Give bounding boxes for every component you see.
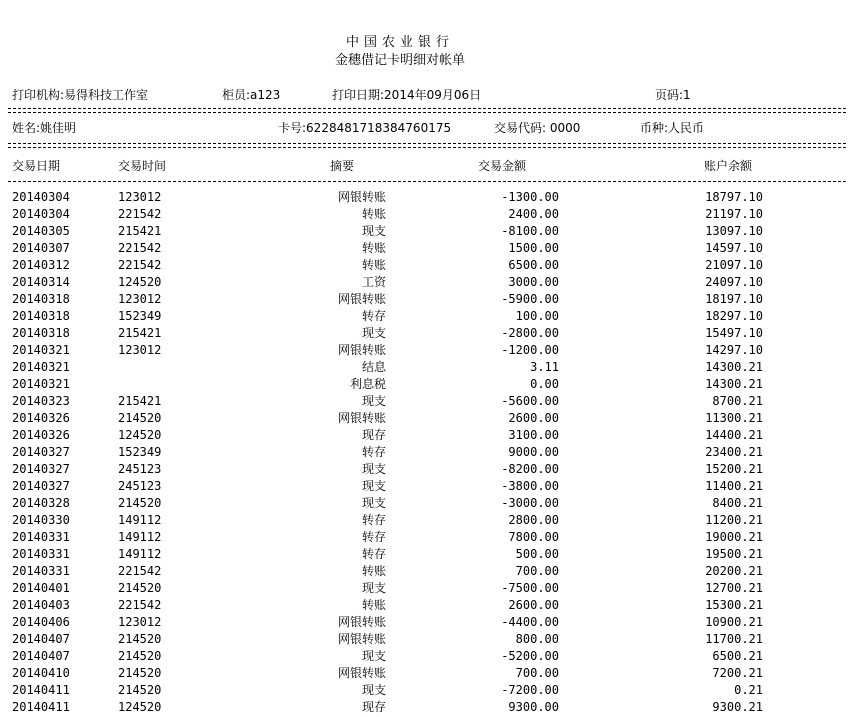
- cell-time: 124520: [118, 428, 162, 442]
- cell-date: 20140407: [12, 632, 70, 646]
- table-row: [0, 411, 860, 428]
- cell-date: 20140314: [12, 275, 70, 289]
- cell-date: 20140328: [12, 496, 70, 510]
- cell-memo: 转存: [361, 547, 386, 561]
- cell-amount: -2800.00: [501, 326, 559, 340]
- teller: [222, 88, 280, 102]
- bank-name: 中国农业银行: [345, 35, 454, 50]
- teller-value: a123: [250, 88, 281, 102]
- table-row: [0, 547, 860, 564]
- cell-amount: -5200.00: [501, 649, 559, 663]
- cell-memo: 网银转账: [337, 666, 386, 680]
- cell-balance: 19500.21: [705, 547, 763, 561]
- cell-date: 20140304: [12, 190, 70, 204]
- cell-amount: -5900.00: [501, 292, 559, 306]
- cell-time: 214520: [118, 649, 162, 663]
- cell-time: 214520: [118, 666, 162, 680]
- name-value: 姚佳明: [40, 121, 77, 135]
- table-row: [0, 190, 860, 207]
- cell-amount: 2600.00: [508, 598, 559, 612]
- cell-memo: 现支: [361, 462, 386, 476]
- cell-time: 215421: [118, 224, 162, 238]
- cell-time: 124520: [118, 275, 162, 289]
- cell-memo: 网银转账: [337, 632, 386, 646]
- cell-memo: 现存: [361, 428, 386, 442]
- cell-time: 214520: [118, 496, 162, 510]
- table-row: [0, 683, 860, 700]
- cell-amount: 2400.00: [508, 207, 559, 221]
- cell-memo: 结息: [361, 360, 386, 374]
- cell-memo: 现支: [361, 581, 386, 595]
- cell-balance: 14400.21: [705, 428, 763, 442]
- cell-time: 215421: [118, 326, 162, 340]
- card-number: [278, 121, 451, 135]
- table-row: [0, 326, 860, 343]
- cell-date: 20140330: [12, 513, 70, 527]
- cell-date: 20140323: [12, 394, 70, 408]
- cell-date: 20140331: [12, 530, 70, 544]
- cell-balance: 20200.21: [705, 564, 763, 578]
- cell-date: 20140407: [12, 649, 70, 663]
- cell-time: 124520: [118, 700, 162, 714]
- cell-date: 20140326: [12, 428, 70, 442]
- cell-time: 149112: [118, 530, 162, 544]
- table-row: [0, 462, 860, 479]
- table-row: [0, 479, 860, 496]
- table-row: [0, 598, 860, 615]
- cell-amount: 3.11: [530, 360, 559, 374]
- cell-balance: 7200.21: [712, 666, 763, 680]
- cell-amount: 3000.00: [508, 275, 559, 289]
- table-row: [0, 632, 860, 649]
- cell-amount: 500.00: [515, 547, 559, 561]
- cell-amount: 7800.00: [508, 530, 559, 544]
- cell-memo: 转存: [361, 445, 386, 459]
- cell-memo: 转账: [361, 598, 386, 612]
- cell-date: 20140318: [12, 326, 70, 340]
- table-row: [0, 207, 860, 224]
- cell-memo: 网银转账: [337, 190, 386, 204]
- cell-amount: 800.00: [515, 632, 559, 646]
- card-label: 卡号:: [278, 121, 307, 135]
- cell-amount: 0.00: [530, 377, 559, 391]
- cell-time: 214520: [118, 411, 162, 425]
- cell-date: 20140331: [12, 564, 70, 578]
- cell-time: 221542: [118, 564, 162, 578]
- print-date-value: 2014年09月06日: [384, 88, 482, 102]
- cell-balance: 15497.10: [705, 326, 763, 340]
- cell-memo: 转存: [361, 309, 386, 323]
- cell-date: 20140305: [12, 224, 70, 238]
- cell-date: 20140307: [12, 241, 70, 255]
- table-row: [0, 377, 860, 394]
- cell-amount: -7200.00: [501, 683, 559, 697]
- cell-date: 20140326: [12, 411, 70, 425]
- cell-amount: -4400.00: [501, 615, 559, 629]
- cell-time: 221542: [118, 598, 162, 612]
- cell-time: 149112: [118, 547, 162, 561]
- statement-title: 金穗借记卡明细对帐单: [334, 53, 465, 68]
- cell-date: 20140410: [12, 666, 70, 680]
- cell-amount: -3800.00: [501, 479, 559, 493]
- currency: [640, 121, 704, 135]
- cell-balance: 21097.10: [705, 258, 763, 272]
- cell-amount: -1300.00: [501, 190, 559, 204]
- cell-amount: 3100.00: [508, 428, 559, 442]
- cell-amount: -3000.00: [501, 496, 559, 510]
- cell-time: 214520: [118, 683, 162, 697]
- cell-amount: 2600.00: [508, 411, 559, 425]
- cell-balance: 0.21: [734, 683, 763, 697]
- cell-time: 123012: [118, 615, 162, 629]
- column-header-time: 交易时间: [118, 159, 167, 173]
- cell-memo: 转账: [361, 258, 386, 272]
- cell-balance: 14300.21: [705, 360, 763, 374]
- cell-time: 123012: [118, 292, 162, 306]
- table-row: [0, 564, 860, 581]
- transaction-list: [0, 190, 860, 717]
- cell-balance: 11400.21: [705, 479, 763, 493]
- cell-amount: 1500.00: [508, 241, 559, 255]
- cell-time: 221542: [118, 207, 162, 221]
- transaction-code: [494, 121, 580, 135]
- table-row: [0, 615, 860, 632]
- account-name: [12, 121, 76, 135]
- cell-memo: 转账: [361, 241, 386, 255]
- table-row: [0, 258, 860, 275]
- table-row: [0, 700, 860, 717]
- cell-amount: -1200.00: [501, 343, 559, 357]
- cell-balance: 8700.21: [712, 394, 763, 408]
- cell-amount: 9300.00: [508, 700, 559, 714]
- column-header-memo: 摘要: [330, 159, 355, 173]
- table-row: [0, 581, 860, 598]
- cell-balance: 18297.10: [705, 309, 763, 323]
- cell-time: 221542: [118, 258, 162, 272]
- print-org-label: 打印机构:: [12, 88, 65, 102]
- table-row: [0, 666, 860, 683]
- print-org-value: 易得科技工作室: [64, 88, 149, 102]
- cell-date: 20140321: [12, 360, 70, 374]
- cell-amount: 6500.00: [508, 258, 559, 272]
- table-row: [0, 343, 860, 360]
- table-row: [0, 224, 860, 241]
- cell-memo: 转存: [361, 513, 386, 527]
- print-date: [332, 88, 481, 102]
- column-header-amount: 交易金额: [478, 159, 527, 173]
- cell-time: 149112: [118, 513, 162, 527]
- cell-balance: 14297.10: [705, 343, 763, 357]
- cell-date: 20140327: [12, 479, 70, 493]
- cell-memo: 转存: [361, 530, 386, 544]
- cell-date: 20140312: [12, 258, 70, 272]
- cell-date: 20140401: [12, 581, 70, 595]
- cell-memo: 现支: [361, 649, 386, 663]
- cell-memo: 网银转账: [337, 411, 386, 425]
- cell-memo: 网银转账: [337, 615, 386, 629]
- cell-balance: 9300.21: [712, 700, 763, 714]
- cell-date: 20140406: [12, 615, 70, 629]
- teller-label: 柜员:: [222, 88, 251, 102]
- table-row: [0, 530, 860, 547]
- double-rule-2: [8, 143, 846, 148]
- table-row: [0, 241, 860, 258]
- page-label: 页码:: [655, 88, 684, 102]
- table-row: [0, 275, 860, 292]
- name-label: 姓名:: [12, 121, 41, 135]
- cell-time: 245123: [118, 462, 162, 476]
- cell-balance: 10900.21: [705, 615, 763, 629]
- code-value: 0000: [549, 121, 581, 135]
- cell-memo: 现支: [361, 394, 386, 408]
- table-row: [0, 292, 860, 309]
- cell-balance: 12700.21: [705, 581, 763, 595]
- cell-balance: 19000.21: [705, 530, 763, 544]
- table-row: [0, 360, 860, 377]
- cell-memo: 现支: [361, 683, 386, 697]
- cell-memo: 现支: [361, 479, 386, 493]
- currency-value: 人民币: [668, 121, 705, 135]
- code-label: 交易代码:: [494, 121, 547, 135]
- cell-memo: 工资: [361, 275, 386, 289]
- cell-balance: 18797.10: [705, 190, 763, 204]
- print-date-label: 打印日期:: [332, 88, 385, 102]
- cell-time: 245123: [118, 479, 162, 493]
- cell-date: 20140327: [12, 445, 70, 459]
- table-row: [0, 445, 860, 462]
- page-value: 1: [683, 88, 691, 102]
- cell-date: 20140321: [12, 377, 70, 391]
- cell-amount: -8100.00: [501, 224, 559, 238]
- cell-memo: 网银转账: [337, 292, 386, 306]
- cell-balance: 11200.21: [705, 513, 763, 527]
- cell-memo: 现存: [361, 700, 386, 714]
- cell-balance: 6500.21: [712, 649, 763, 663]
- cell-memo: 转账: [361, 207, 386, 221]
- cell-balance: 8400.21: [712, 496, 763, 510]
- cell-amount: 700.00: [515, 564, 559, 578]
- table-row: [0, 309, 860, 326]
- cell-memo: 利息税: [349, 377, 386, 391]
- currency-label: 币种:: [640, 121, 669, 135]
- cell-memo: 转账: [361, 564, 386, 578]
- cell-amount: -8200.00: [501, 462, 559, 476]
- cell-balance: 21197.10: [705, 207, 763, 221]
- cell-time: 221542: [118, 241, 162, 255]
- cell-amount: 9000.00: [508, 445, 559, 459]
- cell-memo: 网银转账: [337, 343, 386, 357]
- cell-balance: 14597.10: [705, 241, 763, 255]
- cell-date: 20140403: [12, 598, 70, 612]
- cell-balance: 11300.21: [705, 411, 763, 425]
- cell-amount: 700.00: [515, 666, 559, 680]
- table-row: [0, 428, 860, 445]
- table-row: [0, 496, 860, 513]
- table-row: [0, 394, 860, 411]
- cell-balance: 23400.21: [705, 445, 763, 459]
- cell-amount: -7500.00: [501, 581, 559, 595]
- cell-balance: 13097.10: [705, 224, 763, 238]
- cell-time: 123012: [118, 190, 162, 204]
- cell-date: 20140327: [12, 462, 70, 476]
- cell-date: 20140318: [12, 292, 70, 306]
- cell-balance: 14300.21: [705, 377, 763, 391]
- cell-time: 123012: [118, 343, 162, 357]
- cell-balance: 18197.10: [705, 292, 763, 306]
- cell-time: 152349: [118, 445, 162, 459]
- cell-balance: 15300.21: [705, 598, 763, 612]
- card-value: 6228481718384760175: [306, 121, 452, 135]
- cell-date: 20140321: [12, 343, 70, 357]
- cell-memo: 现支: [361, 326, 386, 340]
- cell-memo: 现支: [361, 496, 386, 510]
- cell-date: 20140318: [12, 309, 70, 323]
- table-row: [0, 513, 860, 530]
- cell-balance: 24097.10: [705, 275, 763, 289]
- cell-amount: 100.00: [515, 309, 559, 323]
- cell-balance: 15200.21: [705, 462, 763, 476]
- cell-time: 214520: [118, 581, 162, 595]
- cell-time: 214520: [118, 632, 162, 646]
- cell-time: 152349: [118, 309, 162, 323]
- cell-date: 20140411: [12, 683, 70, 697]
- double-rule-1: [8, 108, 846, 113]
- print-org: [12, 88, 148, 102]
- cell-time: 215421: [118, 394, 162, 408]
- table-row: [0, 649, 860, 666]
- cell-amount: 2800.00: [508, 513, 559, 527]
- cell-memo: 现支: [361, 224, 386, 238]
- cell-amount: -5600.00: [501, 394, 559, 408]
- column-header-balance: 账户余额: [704, 159, 753, 173]
- cell-date: 20140331: [12, 547, 70, 561]
- cell-date: 20140304: [12, 207, 70, 221]
- cell-date: 20140411: [12, 700, 70, 714]
- page-number: [655, 88, 691, 102]
- column-header-date: 交易日期: [12, 159, 61, 173]
- single-rule: [8, 181, 846, 182]
- cell-balance: 11700.21: [705, 632, 763, 646]
